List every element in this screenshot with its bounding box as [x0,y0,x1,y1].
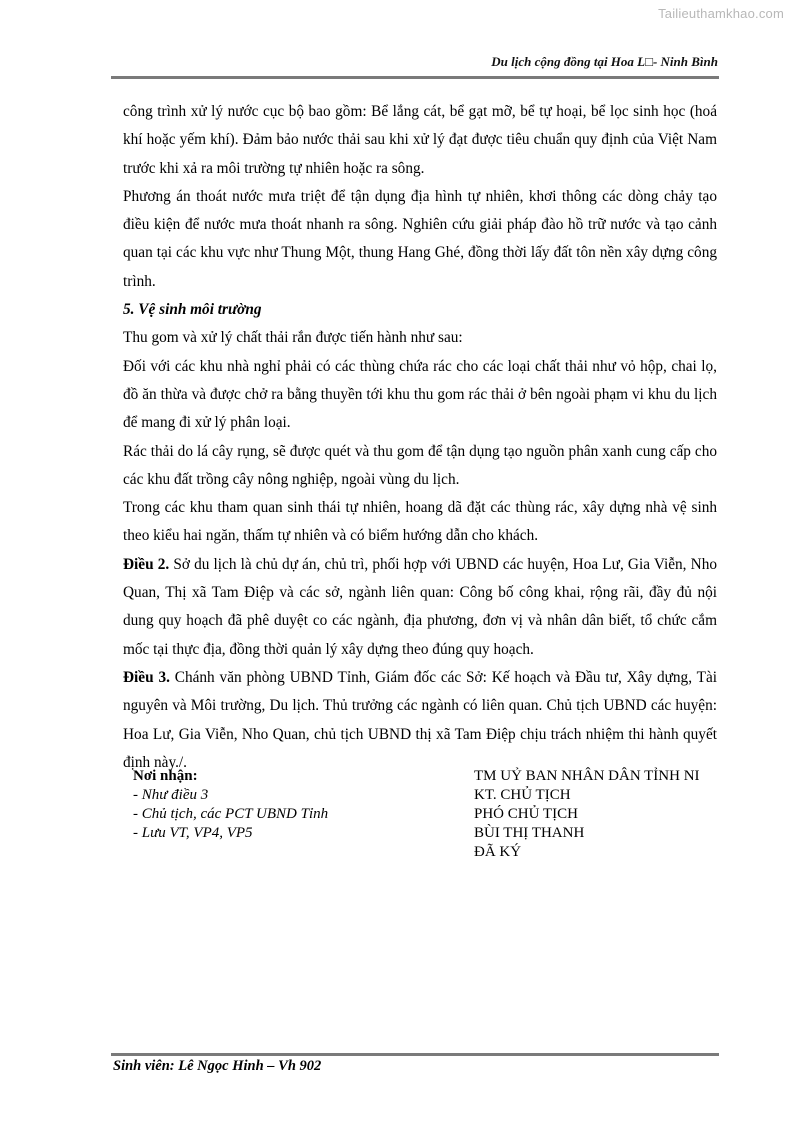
header-divider [111,76,719,79]
paragraph: Trong các khu tham quan sinh thái tự nhiên, hoang dã đặt các thùng rác, xây dựng nhà vệ sinh theo kiểu hai ngăn, thấm tự nhiên và có biểm hướng dẫn cho khách. [123,499,717,545]
article-label: Điều 3. [123,668,170,686]
signer-line: TM UỶ BAN NHÂN DÂN TỈNH NI [474,768,700,784]
signer-line: BÙI THỊ THANH [474,825,585,841]
article-2 [123,551,717,664]
footer-divider [111,1053,719,1056]
paragraph: Phương án thoát nước mưa triệt để tận dụng địa hình tự nhiên, khơi thông các dòng chảy tạo điều kiện để nước mưa thoát nhanh ra sông. Nghiên cứu giải pháp đào hồ trữ nước và tạo cảnh quan tại các khu vực như Thung Một, thung Hang Ghé, đồng thời lấy đất tôn nền xây dựng công trình. [123,187,717,290]
signer-line: KT. CHỦ TỊCH [474,787,571,803]
footer-text: Sinh viên: Lê Ngọc Hinh – Vh 902 [113,1058,322,1074]
paragraph: Đối với các khu nhà nghỉ phải có các thùng chứa rác cho các loại chất thải như vỏ hộp, chai lọ, đồ ăn thừa và được chở ra bằng thuyền tới khu thu gom rác thải ở bên ngoài phạm vi khu du lịch để mang đi xử lý phân loại. [123,357,717,432]
signer [474,767,700,862]
document-body [123,98,717,777]
recipient-item: - Như điều 3 [133,787,209,803]
article-text: Sở du lịch là chủ dự án, chủ trì, phối hợp với UBND các huyện, Hoa Lư, Gia Viễn, Nho Quan, Thị xã Tam Điệp và các sở, ngành liên quan: Công bố công khai, rộng rãi, đầy đủ nội dung quy hoạch đã phê duyệt co các ngành, địa phương, đơn vị và nhân dân biết, tổ chức cắm mốc tại thực địa, đồng thời quản lý xây dựng theo đúng quy hoạch. [123,555,717,658]
signer-line: PHÓ CHỦ TỊCH [474,806,578,822]
paragraph: Rác thải do lá cây rụng, sẽ được quét và thu gom để tận dụng tạo nguồn phân xanh cung cấp cho các khu đất trồng cây nông nghiệp, ngoài vùng du lịch. [123,442,717,488]
section-heading: 5. Vệ sinh môi trường [123,301,262,319]
recipient-item: - Lưu VT, VP4, VP5 [133,825,253,841]
article-label: Điều 2. [123,555,170,573]
running-header: Du lịch cộng đồng tại Hoa L□- Ninh Bình [491,54,718,69]
signer-line: ĐÃ KÝ [474,844,522,860]
watermark: Tailieuthamkhao.com [658,6,784,21]
article-3 [123,664,717,777]
paragraph: Thu gom và xử lý chất thải rắn được tiến hành như sau: [123,329,463,347]
recipients [133,767,328,843]
paragraph: công trình xử lý nước cục bộ bao gồm: Bể lắng cát, bể gạt mỡ, bể tự hoại, bể lọc sinh học (hoá khí hoặc yếm khí). Đảm bảo nước thải sau khi xử lý đạt được tiêu chuẩn quy định của Việt Nam trước khi xả ra môi trường tự nhiên hoặc ra sông. [123,103,717,177]
recipients-title: Nơi nhận: [133,768,198,784]
recipient-item: - Chủ tịch, các PCT UBND Tỉnh [133,806,329,822]
article-text: Chánh văn phòng UBND Tỉnh, Giám đốc các Sở: Kế hoạch và Đầu tư, Xây dựng, Tài nguyên và Môi trường, Du lịch. Thủ trưởng các ngành có liên quan. Chủ tịch UBND các huyện: Hoa Lư, Gia Viễn, Nho Quan, chủ tịch UBND thị xã Tam Điệp chịu trách nhiệm thi hành quyết định này./. [123,668,717,771]
